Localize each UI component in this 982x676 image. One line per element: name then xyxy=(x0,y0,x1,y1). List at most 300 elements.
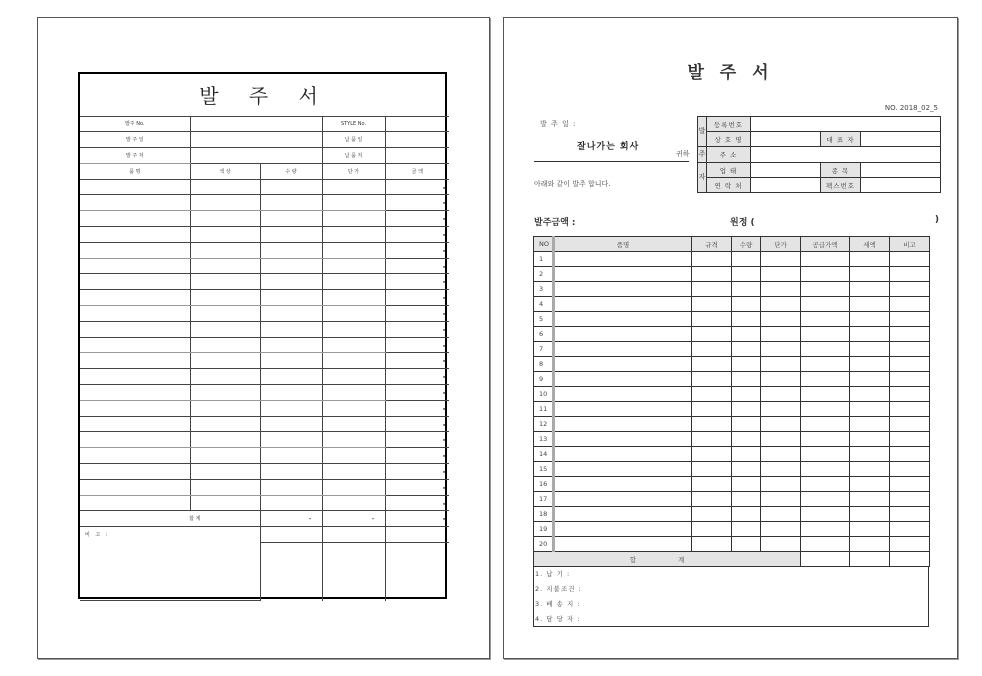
quantity-cell[interactable] xyxy=(260,369,322,385)
style-no-field[interactable] xyxy=(385,116,449,132)
amount-cell[interactable]: - xyxy=(385,353,449,369)
color-cell[interactable] xyxy=(190,242,260,258)
item-name-cell[interactable] xyxy=(554,432,692,447)
amount-cell[interactable]: - xyxy=(385,321,449,337)
color-cell[interactable] xyxy=(190,274,260,290)
item-name-cell[interactable] xyxy=(554,282,692,297)
unit-price-cell[interactable] xyxy=(322,227,385,243)
quantity-cell[interactable] xyxy=(260,385,322,401)
item-name-cell[interactable] xyxy=(80,479,190,495)
total-row xyxy=(80,511,449,527)
supply-value-cell[interactable] xyxy=(801,297,850,312)
unit-price-cell[interactable] xyxy=(322,432,385,448)
quantity-cell[interactable] xyxy=(732,537,761,552)
delivery-date-field[interactable] xyxy=(385,132,449,148)
delivery-place-label: 납 품 처 xyxy=(322,148,385,164)
spec-cell[interactable] xyxy=(692,477,732,492)
remarks-cell[interactable] xyxy=(890,282,930,297)
item-name-cell[interactable] xyxy=(554,252,692,267)
quantity-cell[interactable] xyxy=(260,306,322,322)
supply-value-cell[interactable] xyxy=(801,417,850,432)
quantity-cell[interactable] xyxy=(260,416,322,432)
quantity-cell[interactable] xyxy=(260,400,322,416)
color-cell[interactable] xyxy=(190,337,260,353)
unit-price-cell[interactable] xyxy=(322,258,385,274)
quantity-cell[interactable] xyxy=(260,464,322,480)
tax-cell[interactable] xyxy=(850,297,890,312)
tax-cell[interactable] xyxy=(850,327,890,342)
item-name-cell[interactable] xyxy=(554,477,692,492)
table-row xyxy=(534,327,930,342)
order-client-field[interactable] xyxy=(190,148,322,164)
item-name-cell[interactable] xyxy=(554,402,692,417)
unit-price-cell[interactable] xyxy=(322,290,385,306)
amount-cell[interactable]: - xyxy=(385,242,449,258)
color-cell[interactable] xyxy=(190,227,260,243)
item-name-cell[interactable] xyxy=(554,357,692,372)
spec-cell[interactable] xyxy=(692,522,732,537)
supply-value-cell[interactable] xyxy=(801,402,850,417)
spec-cell[interactable] xyxy=(692,537,732,552)
supply-value-cell[interactable] xyxy=(801,492,850,507)
supplier-side-label-1: 발 xyxy=(698,117,707,147)
quantity-cell[interactable] xyxy=(732,282,761,297)
unit-price-cell[interactable] xyxy=(761,312,801,327)
remarks-cell[interactable] xyxy=(890,402,930,417)
item-name-cell[interactable] xyxy=(554,507,692,522)
unit-price-cell[interactable] xyxy=(761,417,801,432)
business-item-field[interactable] xyxy=(861,163,941,178)
tax-cell[interactable] xyxy=(850,492,890,507)
amount-cell[interactable]: - xyxy=(385,274,449,290)
total-remarks[interactable] xyxy=(890,552,930,567)
remarks-cell[interactable] xyxy=(890,357,930,372)
remarks-cell[interactable] xyxy=(890,492,930,507)
supply-value-cell[interactable] xyxy=(801,507,850,522)
item-name-cell[interactable] xyxy=(80,195,190,211)
remarks-cell[interactable] xyxy=(890,267,930,282)
tax-cell[interactable] xyxy=(850,432,890,447)
spec-cell[interactable] xyxy=(692,417,732,432)
unit-price-cell[interactable] xyxy=(761,372,801,387)
remarks-cell[interactable] xyxy=(385,527,449,543)
color-cell[interactable] xyxy=(190,385,260,401)
row-number: 18 xyxy=(534,507,554,522)
supply-value-cell[interactable] xyxy=(801,357,850,372)
quantity-cell[interactable] xyxy=(260,353,322,369)
color-cell[interactable] xyxy=(190,211,260,227)
remarks-field[interactable] xyxy=(80,527,260,601)
amount-cell[interactable]: - xyxy=(385,179,449,195)
amount-cell[interactable]: - xyxy=(385,464,449,480)
unit-price-cell[interactable] xyxy=(322,179,385,195)
unit-price-cell[interactable] xyxy=(322,321,385,337)
supply-value-cell[interactable] xyxy=(801,477,850,492)
unit-price-cell[interactable] xyxy=(761,537,801,552)
order-date-field[interactable] xyxy=(190,132,322,148)
remarks-cell[interactable] xyxy=(890,477,930,492)
unit-price-cell[interactable] xyxy=(761,462,801,477)
spec-cell[interactable] xyxy=(692,252,732,267)
quantity-cell[interactable] xyxy=(260,211,322,227)
total-amount: - xyxy=(385,511,449,527)
unit-price-cell[interactable] xyxy=(322,306,385,322)
item-name-cell[interactable] xyxy=(80,400,190,416)
row-number: 19 xyxy=(534,522,554,537)
item-name-cell[interactable] xyxy=(80,369,190,385)
total-tax[interactable] xyxy=(850,552,890,567)
unit-price-cell[interactable] xyxy=(761,432,801,447)
remarks-cell[interactable] xyxy=(322,527,385,543)
order-items-table xyxy=(533,236,930,567)
spec-cell[interactable] xyxy=(692,372,732,387)
tax-cell[interactable] xyxy=(850,387,890,402)
supply-value-cell[interactable] xyxy=(801,267,850,282)
unit-price-cell[interactable] xyxy=(761,282,801,297)
unit-price-cell[interactable] xyxy=(761,507,801,522)
item-name-cell[interactable] xyxy=(554,297,692,312)
amount-cell[interactable]: - xyxy=(385,211,449,227)
item-name-cell[interactable] xyxy=(80,448,190,464)
spec-cell[interactable] xyxy=(692,492,732,507)
spec-cell[interactable] xyxy=(692,267,732,282)
table-row xyxy=(534,507,930,522)
item-name-cell[interactable] xyxy=(80,211,190,227)
unit-price-cell[interactable] xyxy=(761,447,801,462)
item-name-cell[interactable] xyxy=(554,387,692,402)
color-cell[interactable] xyxy=(190,369,260,385)
unit-price-cell[interactable] xyxy=(761,387,801,402)
item-name-cell[interactable] xyxy=(80,306,190,322)
order-notes xyxy=(533,566,929,627)
supplier-info-table xyxy=(697,116,941,193)
quantity-cell[interactable] xyxy=(260,448,322,464)
table-row xyxy=(534,432,930,447)
tax-cell[interactable] xyxy=(850,252,890,267)
unit-price-cell[interactable] xyxy=(761,327,801,342)
color-cell[interactable] xyxy=(190,179,260,195)
remarks-cell[interactable] xyxy=(260,527,322,543)
quantity-cell[interactable] xyxy=(732,252,761,267)
document-title: 발 주 서 xyxy=(80,74,449,116)
unit-price-cell[interactable] xyxy=(322,479,385,495)
supply-value-cell[interactable] xyxy=(801,327,850,342)
tax-cell[interactable] xyxy=(850,522,890,537)
item-name-cell[interactable] xyxy=(80,274,190,290)
item-name-cell[interactable] xyxy=(554,417,692,432)
color-cell[interactable] xyxy=(190,432,260,448)
tax-cell[interactable] xyxy=(850,357,890,372)
unit-price-cell[interactable] xyxy=(322,274,385,290)
item-name-cell[interactable] xyxy=(80,495,190,511)
item-name-cell[interactable] xyxy=(554,522,692,537)
quantity-cell[interactable] xyxy=(732,492,761,507)
supply-value-cell[interactable] xyxy=(801,312,850,327)
remarks-cell[interactable] xyxy=(890,372,930,387)
quantity-cell[interactable] xyxy=(732,387,761,402)
unit-price-cell[interactable] xyxy=(322,464,385,480)
quantity-cell[interactable] xyxy=(732,417,761,432)
quantity-cell[interactable] xyxy=(732,357,761,372)
unit-price-cell[interactable] xyxy=(761,477,801,492)
spec-cell[interactable] xyxy=(692,432,732,447)
quantity-cell[interactable] xyxy=(732,312,761,327)
item-name-cell[interactable] xyxy=(554,312,692,327)
tax-cell[interactable] xyxy=(850,477,890,492)
item-name-cell[interactable] xyxy=(80,353,190,369)
item-name-cell[interactable] xyxy=(80,258,190,274)
order-no-label: 발주 No. xyxy=(80,116,190,132)
quantity-cell[interactable] xyxy=(732,432,761,447)
quantity-cell[interactable] xyxy=(260,337,322,353)
quantity-cell[interactable] xyxy=(732,402,761,417)
supply-value-cell[interactable] xyxy=(801,447,850,462)
amount-cell[interactable]: - xyxy=(385,400,449,416)
quantity-cell[interactable] xyxy=(260,227,322,243)
spec-cell[interactable] xyxy=(692,402,732,417)
unit-price-cell[interactable] xyxy=(322,400,385,416)
item-name-cell[interactable] xyxy=(554,492,692,507)
color-cell[interactable] xyxy=(190,464,260,480)
item-name-cell[interactable] xyxy=(80,416,190,432)
reg-no-field[interactable] xyxy=(751,117,941,132)
remarks-cell[interactable] xyxy=(890,342,930,357)
unit-price-cell[interactable] xyxy=(761,357,801,372)
item-name-cell[interactable] xyxy=(554,372,692,387)
unit-price-cell[interactable] xyxy=(761,402,801,417)
supply-value-cell[interactable] xyxy=(801,462,850,477)
color-cell[interactable] xyxy=(190,290,260,306)
supply-value-cell[interactable] xyxy=(801,537,850,552)
item-name-cell[interactable] xyxy=(80,290,190,306)
unit-price-cell[interactable] xyxy=(761,342,801,357)
quantity-cell[interactable] xyxy=(260,479,322,495)
color-cell[interactable] xyxy=(190,448,260,464)
unit-price-cell[interactable] xyxy=(322,448,385,464)
color-cell[interactable] xyxy=(190,400,260,416)
unit-price-cell[interactable] xyxy=(322,495,385,511)
item-name-cell[interactable] xyxy=(554,267,692,282)
color-cell[interactable] xyxy=(190,495,260,511)
color-cell[interactable] xyxy=(190,479,260,495)
item-name-cell[interactable] xyxy=(80,321,190,337)
color-cell[interactable] xyxy=(190,306,260,322)
quantity-cell[interactable] xyxy=(260,258,322,274)
amount-cell[interactable]: - xyxy=(385,195,449,211)
spec-cell[interactable] xyxy=(692,357,732,372)
purchase-order-table xyxy=(80,74,449,601)
tax-cell[interactable] xyxy=(850,462,890,477)
amount-cell[interactable]: - xyxy=(385,448,449,464)
supply-value-cell[interactable] xyxy=(801,342,850,357)
company-name-field[interactable] xyxy=(751,132,821,147)
tax-cell[interactable] xyxy=(850,282,890,297)
table-row xyxy=(80,274,449,290)
amount-cell[interactable]: - xyxy=(385,479,449,495)
supply-value-cell[interactable] xyxy=(801,387,850,402)
table-row xyxy=(80,432,449,448)
note-person-in-charge: 4. 담 당 자 : xyxy=(535,615,581,623)
item-name-cell[interactable] xyxy=(554,537,692,552)
supply-value-cell[interactable] xyxy=(801,432,850,447)
amount-cell[interactable]: - xyxy=(385,227,449,243)
unit-price-cell[interactable] xyxy=(322,385,385,401)
spec-cell[interactable] xyxy=(692,342,732,357)
quantity-cell[interactable] xyxy=(732,372,761,387)
color-cell[interactable] xyxy=(190,353,260,369)
tax-cell[interactable] xyxy=(850,267,890,282)
unit-price-cell[interactable] xyxy=(761,252,801,267)
table-row xyxy=(80,242,449,258)
quantity-cell[interactable] xyxy=(732,462,761,477)
item-name-cell[interactable] xyxy=(80,242,190,258)
unit-price-cell[interactable] xyxy=(322,242,385,258)
remarks-cell[interactable] xyxy=(890,537,930,552)
spec-cell[interactable] xyxy=(692,282,732,297)
remarks-cell[interactable] xyxy=(890,387,930,402)
unit-price-cell[interactable] xyxy=(322,195,385,211)
tax-cell[interactable] xyxy=(850,402,890,417)
amount-cell[interactable]: - xyxy=(385,432,449,448)
remarks-cell[interactable] xyxy=(890,327,930,342)
quantity-cell[interactable] xyxy=(732,297,761,312)
quantity-cell[interactable] xyxy=(732,342,761,357)
unit-price-cell[interactable] xyxy=(761,267,801,282)
quantity-cell[interactable] xyxy=(260,290,322,306)
tax-cell[interactable] xyxy=(850,372,890,387)
color-cell[interactable] xyxy=(190,416,260,432)
remarks-cell[interactable] xyxy=(890,522,930,537)
item-name-cell[interactable] xyxy=(554,447,692,462)
remarks-cell[interactable] xyxy=(890,507,930,522)
color-cell[interactable] xyxy=(190,321,260,337)
remarks-cell[interactable] xyxy=(890,462,930,477)
supply-value-cell[interactable] xyxy=(801,372,850,387)
quantity-cell[interactable] xyxy=(732,327,761,342)
amount-cell[interactable]: - xyxy=(385,337,449,353)
remarks-cell[interactable] xyxy=(890,252,930,267)
signature-cell[interactable] xyxy=(385,543,449,601)
unit-price-cell[interactable] xyxy=(322,211,385,227)
business-type-label: 업 태 xyxy=(707,163,751,178)
amount-cell[interactable]: - xyxy=(385,290,449,306)
contact-field[interactable] xyxy=(751,178,821,193)
amount-cell[interactable]: - xyxy=(385,306,449,322)
spec-cell[interactable] xyxy=(692,447,732,462)
quantity-cell[interactable] xyxy=(732,477,761,492)
spec-cell[interactable] xyxy=(692,507,732,522)
item-name-cell[interactable] xyxy=(80,464,190,480)
unit-price-cell[interactable] xyxy=(761,297,801,312)
unit-price-cell[interactable] xyxy=(761,522,801,537)
business-type-field[interactable] xyxy=(751,163,821,178)
quantity-cell[interactable] xyxy=(732,267,761,282)
total-supply-value[interactable] xyxy=(801,552,850,567)
spec-cell[interactable] xyxy=(692,462,732,477)
address-field[interactable] xyxy=(751,147,941,163)
tax-cell[interactable] xyxy=(850,312,890,327)
row-number: 20 xyxy=(534,537,554,552)
delivery-place-field[interactable] xyxy=(385,148,449,164)
amount-cell[interactable]: - xyxy=(385,385,449,401)
color-cell[interactable] xyxy=(190,258,260,274)
quantity-cell[interactable] xyxy=(260,432,322,448)
column-header-item-name: 품명 xyxy=(554,237,692,252)
quantity-cell[interactable] xyxy=(260,179,322,195)
ceo-field[interactable] xyxy=(861,132,941,147)
color-cell[interactable] xyxy=(190,195,260,211)
quantity-cell[interactable] xyxy=(260,242,322,258)
quantity-cell[interactable] xyxy=(260,321,322,337)
spec-cell[interactable] xyxy=(692,327,732,342)
signature-cell[interactable] xyxy=(260,543,322,601)
table-row xyxy=(534,267,930,282)
spec-cell[interactable] xyxy=(692,312,732,327)
quantity-cell[interactable] xyxy=(732,507,761,522)
item-name-cell[interactable] xyxy=(554,327,692,342)
item-name-cell[interactable] xyxy=(554,342,692,357)
item-name-cell[interactable] xyxy=(80,385,190,401)
tax-cell[interactable] xyxy=(850,417,890,432)
supply-value-cell[interactable] xyxy=(801,252,850,267)
fax-field[interactable] xyxy=(861,178,941,193)
quantity-cell[interactable] xyxy=(260,195,322,211)
remarks-cell[interactable] xyxy=(890,432,930,447)
item-name-cell[interactable] xyxy=(80,337,190,353)
unit-price-cell[interactable] xyxy=(322,416,385,432)
spec-cell[interactable] xyxy=(692,387,732,402)
document-page-right xyxy=(503,17,958,659)
remarks-cell[interactable] xyxy=(890,417,930,432)
unit-price-cell[interactable] xyxy=(322,337,385,353)
quantity-cell[interactable] xyxy=(732,447,761,462)
table-row xyxy=(534,312,930,327)
item-name-cell[interactable] xyxy=(80,227,190,243)
remarks-cell[interactable] xyxy=(890,297,930,312)
amount-cell[interactable]: - xyxy=(385,495,449,511)
item-name-cell[interactable] xyxy=(80,432,190,448)
supply-value-cell[interactable] xyxy=(801,522,850,537)
unit-price-cell[interactable] xyxy=(322,369,385,385)
amount-cell[interactable]: - xyxy=(385,258,449,274)
tax-cell[interactable] xyxy=(850,507,890,522)
item-name-cell[interactable] xyxy=(554,462,692,477)
table-row xyxy=(80,353,449,369)
amount-cell[interactable]: - xyxy=(385,369,449,385)
table-row xyxy=(80,479,449,495)
tax-cell[interactable] xyxy=(850,447,890,462)
table-row xyxy=(80,464,449,480)
quantity-cell[interactable] xyxy=(260,274,322,290)
column-header-row xyxy=(534,237,930,252)
amount-cell[interactable]: - xyxy=(385,416,449,432)
supply-value-cell[interactable] xyxy=(801,282,850,297)
item-name-cell[interactable] xyxy=(80,179,190,195)
spec-cell[interactable] xyxy=(692,297,732,312)
row-number: 13 xyxy=(534,432,554,447)
column-header-row xyxy=(80,163,449,179)
remarks-cell[interactable] xyxy=(890,447,930,462)
signature-cell[interactable] xyxy=(322,543,385,601)
unit-price-cell[interactable] xyxy=(322,353,385,369)
quantity-cell[interactable] xyxy=(732,522,761,537)
tax-cell[interactable] xyxy=(850,537,890,552)
unit-price-cell[interactable] xyxy=(761,492,801,507)
order-no-field[interactable] xyxy=(190,116,322,132)
remarks-cell[interactable] xyxy=(890,312,930,327)
tax-cell[interactable] xyxy=(850,342,890,357)
quantity-cell[interactable] xyxy=(260,495,322,511)
